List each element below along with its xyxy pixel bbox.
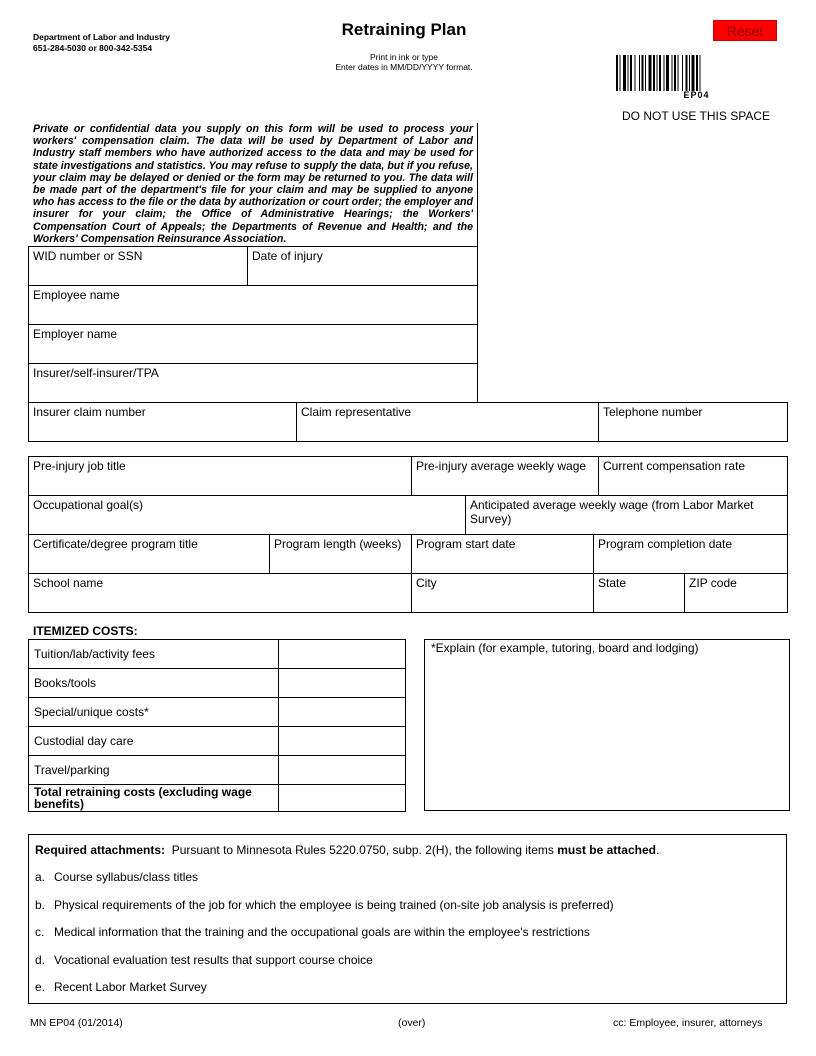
insurer-claim-number-label: Insurer claim number <box>33 405 146 419</box>
insurer-label: Insurer/self-insurer/TPA <box>33 366 159 380</box>
cost-input-daycare <box>278 726 406 756</box>
program-start-input[interactable] <box>415 553 590 571</box>
attachment-text: Medical information that the training and the occupational goals are within the employee's restrictions <box>54 925 590 939</box>
attachment-item <box>35 980 207 994</box>
explain-textarea[interactable] <box>429 658 785 806</box>
attachment-item <box>35 925 590 939</box>
instruction-ink: Print in ink or type <box>369 52 439 62</box>
program-completion-field <box>593 534 788 574</box>
program-title-label: Certificate/degree program title <box>33 537 198 551</box>
department-header <box>33 32 170 54</box>
program-start-field <box>411 534 594 574</box>
instruction-dates: Enter dates in MM/DD/YYYY format. <box>335 62 473 72</box>
attachment-letter: c. <box>35 925 45 939</box>
attachment-text: Course syllabus/class titles <box>54 870 199 884</box>
claim-representative-input[interactable] <box>300 421 595 439</box>
program-length-input[interactable] <box>273 553 408 571</box>
date-of-injury-field <box>247 246 478 286</box>
anticipated-wage-label: Anticipated average weekly wage (from Labor Market Survey) <box>470 498 754 526</box>
attachment-text: Physical requirements of the job for which the employee is being trained (on-site job analysis is preferred) <box>54 898 614 912</box>
travel-amount-input[interactable] <box>279 756 405 784</box>
form-title: Retraining Plan <box>341 20 467 39</box>
cost-label-books: Books/tools <box>28 668 279 698</box>
cost-input-books <box>278 668 406 698</box>
cost-label-daycare: Custodial day care <box>28 726 279 756</box>
insurer-field <box>28 363 478 403</box>
attachment-letter: b. <box>35 898 46 912</box>
claim-representative-label: Claim representative <box>301 405 412 419</box>
attachment-letter: a. <box>35 870 46 884</box>
claim-representative-field <box>296 402 599 442</box>
cost-input-travel <box>278 755 406 785</box>
employee-name-field <box>28 285 478 325</box>
explain-label: *Explain (for example, tutoring, board and lodging) <box>431 641 699 655</box>
attachment-letter: d. <box>35 953 46 967</box>
program-completion-input[interactable] <box>597 553 784 571</box>
attachment-text: Recent Labor Market Survey <box>54 980 207 994</box>
wid-label: WID number or SSN <box>33 249 143 263</box>
pre-injury-wage-label: Pre-injury average weekly wage <box>416 459 587 473</box>
explain-box <box>424 639 790 811</box>
cost-label-tuition: Tuition/lab/activity fees <box>28 639 279 669</box>
current-comp-rate-field <box>598 456 788 496</box>
attachment-letter: e. <box>35 980 46 994</box>
attachment-text: Vocational evaluation test results that support course choice <box>54 953 373 967</box>
special-amount-input[interactable] <box>279 698 405 726</box>
cost-label-special: Special/unique costs* <box>28 697 279 727</box>
do-not-use-notice: DO NOT USE THIS SPACE <box>621 109 771 123</box>
current-comp-rate-label: Current compensation rate <box>603 459 746 473</box>
city-label: City <box>416 576 437 590</box>
program-start-label: Program start date <box>416 537 516 551</box>
school-name-label: School name <box>33 576 104 590</box>
cost-label-total: Total retraining costs (excluding wage benefits) <box>28 784 279 812</box>
tuition-amount-input[interactable] <box>279 640 405 668</box>
privacy-notice: Private or confidential data you supply on this form will be used to process your workers' compensation claim. The data will be used by Department of Labor and Industry staff members who have authorized access to the data and may be used for state investigations and statistics. You may refuse to supply the data, but if you refuse, your claim may be delayed or denied or the form may be returned to you. The data will be made part of the department's file for your claim and may be supplied to anyone who has access to the file or the data by authorization or court order; the employer and insurer for your claim; the Office of Administrative Hearings; the Workers' Compensation Court of Appeals; the Departments of Revenue and Health; and the Workers' Compensation Reinsurance Association. <box>33 123 473 245</box>
program-completion-label: Program completion date <box>598 537 733 551</box>
attachments-intro-text: Pursuant to Minnesota Rules 5220.0750, subp. 2(H), the following items <box>171 843 554 857</box>
occupational-goals-input[interactable] <box>32 514 462 532</box>
occupational-goals-label: Occupational goal(s) <box>33 498 144 512</box>
telephone-field <box>598 402 788 442</box>
pre-injury-job-title-label: Pre-injury job title <box>33 459 126 473</box>
zip-field <box>684 573 788 613</box>
form-instructions <box>300 52 508 72</box>
date-of-injury-label: Date of injury <box>252 249 323 263</box>
insurer-claim-number-input[interactable] <box>32 421 293 439</box>
cost-input-tuition <box>278 639 406 669</box>
attachments-intro-end: . <box>655 843 660 857</box>
books-amount-input[interactable] <box>279 669 405 697</box>
cost-input-special <box>278 697 406 727</box>
zip-input[interactable] <box>688 592 784 610</box>
employee-name-label: Employee name <box>33 288 120 302</box>
cost-input-total <box>278 784 406 812</box>
privacy-divider <box>477 123 478 247</box>
program-title-field <box>28 534 270 574</box>
department-name: Department of Labor and Industry <box>33 32 170 42</box>
employer-name-input[interactable] <box>32 343 474 361</box>
daycare-amount-input[interactable] <box>279 727 405 755</box>
employer-name-label: Employer name <box>33 327 118 341</box>
total-amount-input[interactable] <box>279 785 405 811</box>
city-field <box>411 573 594 613</box>
insurer-claim-number-field <box>28 402 297 442</box>
pre-injury-job-title-input[interactable] <box>32 475 408 493</box>
school-name-input[interactable] <box>32 592 408 610</box>
cc-note: cc: Employee, insurer, attorneys <box>613 1017 763 1029</box>
attachments-heading: Required attachments: <box>35 843 166 857</box>
attachments-must: must be attached <box>557 843 656 857</box>
attachments-intro <box>35 843 659 857</box>
occupational-goals-field <box>28 495 466 535</box>
itemized-costs-title: ITEMIZED COSTS: <box>33 624 138 638</box>
reset-button[interactable]: Reset <box>713 20 777 41</box>
attachment-item <box>35 898 614 912</box>
cost-label-travel: Travel/parking <box>28 755 279 785</box>
required-attachments-box <box>28 834 787 1004</box>
program-length-field <box>269 534 412 574</box>
state-field <box>593 573 685 613</box>
state-label: State <box>598 576 627 590</box>
anticipated-wage-field <box>465 495 788 535</box>
employer-name-field <box>28 324 478 364</box>
employee-name-input[interactable] <box>32 304 474 322</box>
attachment-item <box>35 870 198 884</box>
barcode <box>615 55 778 91</box>
attachment-item <box>35 953 373 967</box>
insurer-input[interactable] <box>32 382 474 400</box>
state-input[interactable] <box>597 592 681 610</box>
telephone-input[interactable] <box>602 421 784 439</box>
program-title-input[interactable] <box>32 553 266 571</box>
wid-field <box>28 246 248 286</box>
form-id: MN EP04 (01/2014) <box>30 1017 123 1029</box>
zip-label: ZIP code <box>689 576 737 590</box>
program-length-label: Program length (weeks) <box>274 537 402 551</box>
pre-injury-job-title-field <box>28 456 412 496</box>
wid-input[interactable] <box>32 265 244 283</box>
pre-injury-wage-field <box>411 456 599 496</box>
school-name-field <box>28 573 412 613</box>
date-of-injury-input[interactable] <box>251 265 474 283</box>
telephone-label: Telephone number <box>603 405 703 419</box>
city-input[interactable] <box>415 592 590 610</box>
pre-injury-wage-input[interactable] <box>415 475 595 493</box>
current-comp-rate-input[interactable] <box>602 475 784 493</box>
department-phone: 651-284-5030 or 800-342-5354 <box>33 43 153 53</box>
barcode-label: EP04 <box>683 90 710 100</box>
over-note: (over) <box>398 1017 426 1029</box>
